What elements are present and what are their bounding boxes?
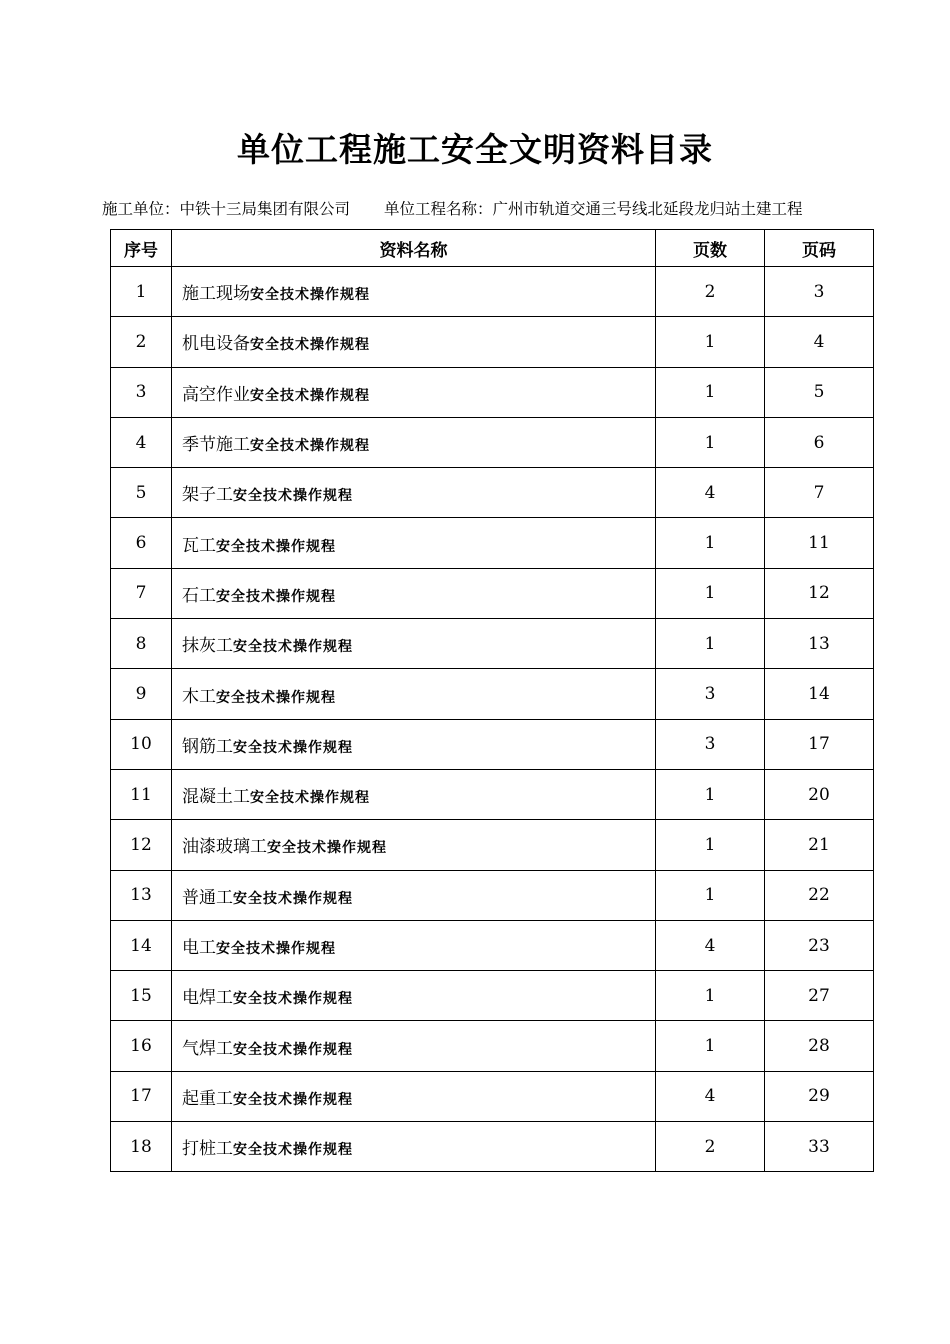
row-title-suffix: 安全技术操作规程 — [216, 538, 336, 555]
row-page-count: 1 — [656, 971, 765, 1021]
header-name: 资料名称 — [172, 230, 656, 267]
table-header-row — [111, 230, 874, 267]
row-page-count: 2 — [656, 1122, 765, 1172]
row-title-prefix: 施工现场 — [182, 284, 250, 305]
row-start-page: 28 — [765, 1021, 874, 1071]
row-title-prefix: 起重工 — [182, 1088, 233, 1109]
row-number: 18 — [111, 1122, 172, 1172]
row-start-page: 5 — [765, 367, 874, 417]
row-title — [172, 468, 656, 518]
row-title-suffix: 安全技术操作规程 — [250, 790, 370, 807]
row-title — [172, 1122, 656, 1172]
project-name-text: 单位工程名称：广州市轨道交通三号线北延段龙归站土建工程 — [384, 200, 803, 218]
row-title-suffix: 安全技术操作规程 — [250, 387, 370, 404]
row-title — [172, 769, 656, 819]
row-number: 16 — [111, 1021, 172, 1071]
row-page-count: 1 — [656, 317, 765, 367]
row-title-prefix: 混凝土工 — [182, 787, 250, 808]
row-number: 13 — [111, 870, 172, 920]
row-title — [172, 971, 656, 1021]
table-row — [111, 920, 874, 970]
contractor-text: 施工单位：中铁十三局集团有限公司 — [102, 200, 351, 218]
row-title-prefix: 架子工 — [182, 485, 233, 506]
table-row — [111, 820, 874, 870]
row-title-suffix: 安全技术操作规程 — [216, 689, 336, 706]
row-number: 7 — [111, 568, 172, 618]
table-row — [111, 468, 874, 518]
row-title-prefix: 普通工 — [182, 887, 233, 908]
row-page-count: 1 — [656, 619, 765, 669]
row-page-count: 1 — [656, 568, 765, 618]
row-number: 3 — [111, 367, 172, 417]
page-title: 单位工程施工安全文明资料目录 — [237, 130, 713, 169]
row-start-page: 4 — [765, 317, 874, 367]
table-row — [111, 417, 874, 467]
row-page-count: 4 — [656, 468, 765, 518]
row-title-prefix: 电工 — [182, 938, 216, 958]
row-page-count: 1 — [656, 367, 765, 417]
row-title-prefix: 气焊工 — [182, 1038, 233, 1059]
row-title-suffix: 安全技术操作规程 — [250, 337, 370, 354]
row-title — [172, 568, 656, 618]
row-start-page: 22 — [765, 870, 874, 920]
row-number: 5 — [111, 468, 172, 518]
row-page-count: 4 — [656, 920, 765, 970]
row-title — [172, 267, 656, 317]
row-title — [172, 920, 656, 970]
row-title — [172, 669, 656, 719]
row-start-page: 17 — [765, 719, 874, 769]
header-page-number: 页码 — [765, 230, 874, 267]
row-title-suffix: 安全技术操作规程 — [267, 840, 387, 857]
row-start-page: 3 — [765, 267, 874, 317]
table-body — [111, 267, 874, 1172]
row-title-suffix: 安全技术操作规程 — [233, 1041, 353, 1058]
row-title — [172, 518, 656, 568]
table-row — [111, 267, 874, 317]
table-row — [111, 1122, 874, 1172]
row-title — [172, 1021, 656, 1071]
row-title-prefix: 高空作业 — [182, 384, 250, 405]
row-start-page: 11 — [765, 518, 874, 568]
row-start-page: 27 — [765, 971, 874, 1021]
row-page-count: 1 — [656, 1021, 765, 1071]
table-row — [111, 971, 874, 1021]
row-title-prefix: 机电设备 — [182, 334, 250, 355]
row-title — [172, 870, 656, 920]
row-page-count: 3 — [656, 719, 765, 769]
table-row — [111, 367, 874, 417]
row-title-prefix: 电焊工 — [182, 988, 233, 1009]
row-title — [172, 820, 656, 870]
header-pages: 页数 — [656, 230, 765, 267]
row-page-count: 3 — [656, 669, 765, 719]
row-number: 15 — [111, 971, 172, 1021]
row-start-page: 13 — [765, 619, 874, 669]
row-page-count: 1 — [656, 870, 765, 920]
row-title-prefix: 钢筋工 — [182, 736, 233, 757]
row-title-prefix: 木工 — [182, 686, 216, 707]
row-title-suffix: 安全技术操作规程 — [233, 890, 353, 907]
row-title-suffix: 安全技术操作规程 — [233, 488, 353, 505]
row-number: 8 — [111, 619, 172, 669]
row-title-prefix: 瓦工 — [182, 535, 216, 556]
row-number: 12 — [111, 820, 172, 870]
table-row — [111, 518, 874, 568]
row-number: 2 — [111, 317, 172, 367]
row-title — [172, 317, 656, 367]
row-title-suffix: 安全技术操作规程 — [233, 991, 353, 1008]
row-title — [172, 719, 656, 769]
row-page-count: 1 — [656, 820, 765, 870]
row-number: 9 — [111, 669, 172, 719]
row-title-suffix: 安全技术操作规程 — [216, 588, 336, 605]
table-row — [111, 317, 874, 367]
row-title-suffix: 安全技术操作规程 — [250, 438, 370, 455]
row-number: 11 — [111, 769, 172, 819]
row-number: 10 — [111, 719, 172, 769]
row-start-page: 7 — [765, 468, 874, 518]
row-title-suffix: 安全技术操作规程 — [250, 287, 370, 304]
row-title-prefix: 打桩工 — [182, 1139, 233, 1160]
row-page-count: 1 — [656, 417, 765, 467]
project-info — [102, 197, 902, 219]
row-number: 14 — [111, 920, 172, 970]
row-title-prefix: 油漆玻璃工 — [182, 837, 267, 858]
row-title-suffix: 安全技术操作规程 — [233, 1142, 353, 1159]
row-title-prefix: 石工 — [182, 585, 216, 606]
table-row — [111, 769, 874, 819]
table-row — [111, 870, 874, 920]
row-number: 17 — [111, 1071, 172, 1121]
row-start-page: 20 — [765, 769, 874, 819]
header-no: 序号 — [111, 230, 172, 267]
row-page-count: 2 — [656, 267, 765, 317]
row-number: 4 — [111, 417, 172, 467]
row-title-suffix: 安全技术操作规程 — [233, 739, 353, 756]
row-title — [172, 417, 656, 467]
row-start-page: 6 — [765, 417, 874, 467]
table-row — [111, 619, 874, 669]
row-title-suffix: 安全技术操作规程 — [233, 1091, 353, 1108]
row-title-suffix: 安全技术操作规程 — [233, 639, 353, 656]
row-page-count: 4 — [656, 1071, 765, 1121]
row-start-page: 29 — [765, 1071, 874, 1121]
table-row — [111, 1071, 874, 1121]
table-row — [111, 719, 874, 769]
table-row — [111, 568, 874, 618]
row-start-page: 23 — [765, 920, 874, 970]
row-start-page: 33 — [765, 1122, 874, 1172]
row-number: 6 — [111, 518, 172, 568]
table-row — [111, 669, 874, 719]
row-title-prefix: 季节施工 — [182, 435, 250, 456]
row-title — [172, 367, 656, 417]
row-page-count: 1 — [656, 518, 765, 568]
row-start-page: 21 — [765, 820, 874, 870]
row-start-page: 14 — [765, 669, 874, 719]
row-title-suffix: 安全技术操作规程 — [216, 941, 336, 957]
contents-table — [110, 229, 874, 1172]
row-number: 1 — [111, 267, 172, 317]
row-start-page: 12 — [765, 568, 874, 618]
row-title-prefix: 抹灰工 — [182, 636, 233, 657]
table-row — [111, 1021, 874, 1071]
row-title — [172, 1071, 656, 1121]
row-title — [172, 619, 656, 669]
row-page-count: 1 — [656, 769, 765, 819]
